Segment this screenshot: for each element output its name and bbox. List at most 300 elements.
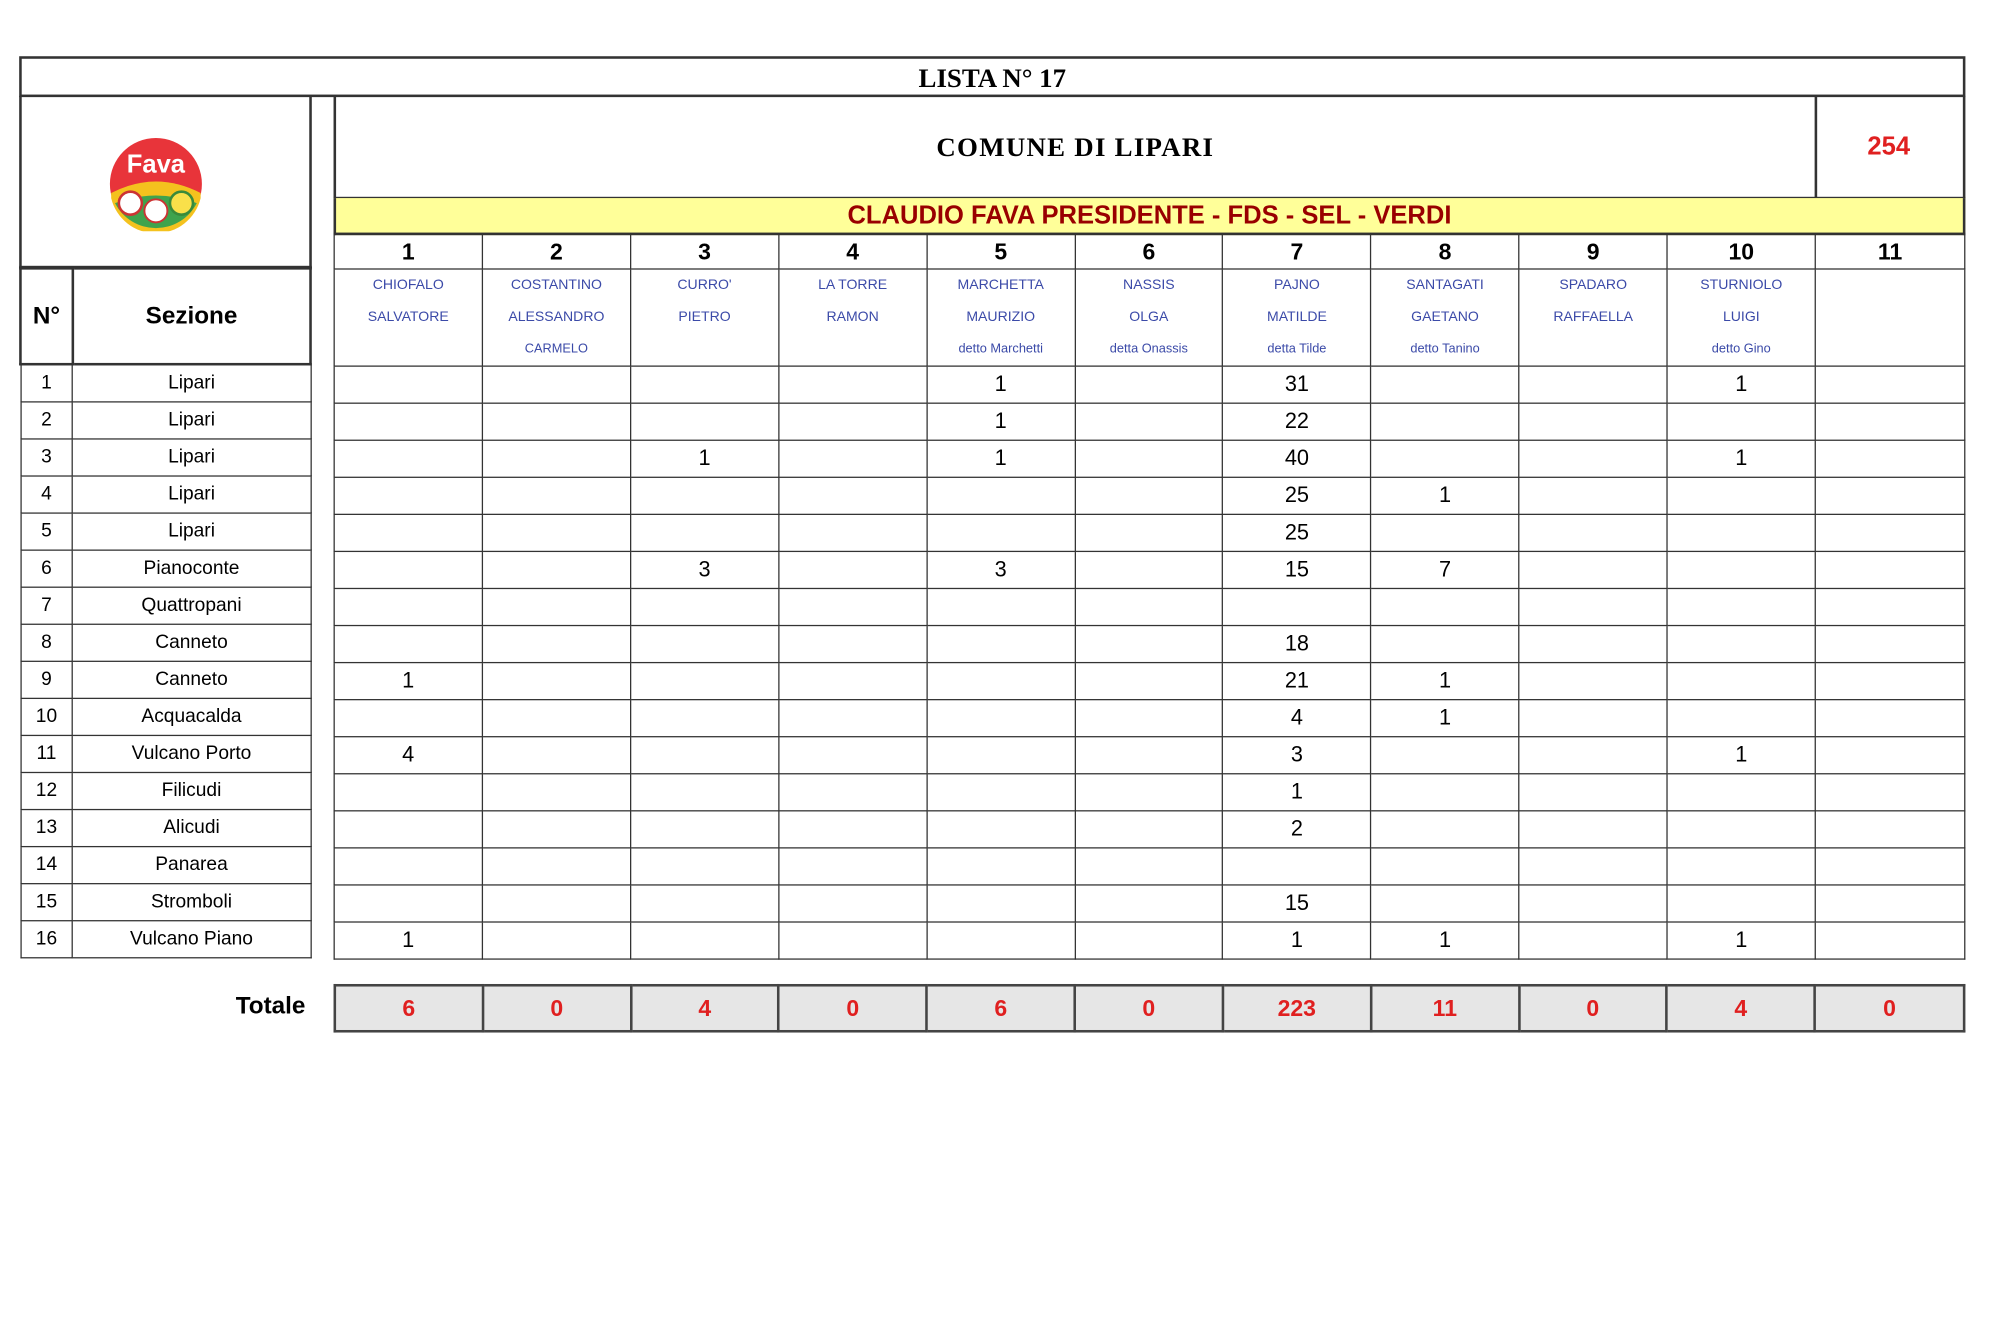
vote-cell [482, 366, 630, 403]
vote-cell [779, 588, 927, 625]
vote-cell: 3 [1223, 737, 1371, 774]
vote-cell [1815, 700, 1964, 737]
vote-cell: 31 [1223, 366, 1371, 403]
votes-table [334, 234, 1966, 960]
candidate-line1: STURNIOLO [1700, 277, 1783, 293]
section-name: Quattropani [72, 587, 310, 624]
vote-cell [1371, 440, 1519, 477]
column-number: 1 [334, 234, 482, 269]
vote-cell [779, 848, 927, 885]
vote-cell: 1 [1667, 737, 1815, 774]
section-number: 4 [20, 475, 72, 512]
party-logo [105, 137, 207, 232]
section-number: 7 [20, 587, 72, 624]
vote-cell [779, 477, 927, 514]
vote-cell [1815, 514, 1964, 551]
vote-cell [927, 588, 1075, 625]
section-row [20, 920, 310, 957]
vote-cell [334, 626, 482, 663]
vote-cell [1667, 848, 1815, 885]
vote-cell [927, 663, 1075, 700]
candidate-line2: OLGA [1129, 309, 1169, 325]
section-name: Panarea [72, 846, 310, 883]
section-number: 2 [20, 401, 72, 438]
candidate-name-cell [779, 269, 927, 366]
vote-cell [1075, 774, 1223, 811]
vote-cell [927, 626, 1075, 663]
vote-cell: 4 [1223, 700, 1371, 737]
vote-cell: 1 [1667, 366, 1815, 403]
total-cell: 223 [1223, 985, 1371, 1031]
vote-cell [630, 885, 778, 922]
table-row [334, 700, 1965, 737]
vote-cell [334, 440, 482, 477]
candidate-line3: CARMELO [524, 342, 588, 357]
section-row [20, 772, 310, 809]
vote-cell [779, 626, 927, 663]
vote-cell: 25 [1223, 514, 1371, 551]
total-cell: 4 [1667, 985, 1815, 1031]
vote-cell: 1 [334, 663, 482, 700]
candidate-line1: NASSIS [1123, 277, 1175, 293]
vote-cell [1815, 737, 1964, 774]
candidate-line2: MATILDE [1266, 309, 1327, 325]
vote-cell [1815, 551, 1964, 588]
vote-cell [334, 885, 482, 922]
vote-cell [630, 922, 778, 959]
vote-cell [1223, 848, 1371, 885]
vote-cell [1815, 588, 1964, 625]
vote-cell [630, 588, 778, 625]
candidate-line3: detto Tanino [1410, 342, 1480, 357]
vote-cell [334, 403, 482, 440]
vote-cell [927, 477, 1075, 514]
vote-cell [1667, 774, 1815, 811]
candidate-line2: LUIGI [1722, 309, 1760, 325]
candidate-line2: ALESSANDRO [508, 309, 605, 325]
vote-cell [779, 403, 927, 440]
vote-cell [630, 774, 778, 811]
vote-cell: 4 [334, 737, 482, 774]
section-name: Filicudi [72, 772, 310, 809]
vote-cell [1519, 848, 1667, 885]
vote-cell [1223, 588, 1371, 625]
vote-cell [482, 626, 630, 663]
vote-cell [1075, 700, 1223, 737]
vote-cell [927, 885, 1075, 922]
vote-cell [1667, 700, 1815, 737]
section-name: Canneto [72, 661, 310, 698]
section-row [20, 624, 310, 661]
vote-cell: 3 [630, 551, 778, 588]
column-number-row [334, 234, 1965, 269]
vote-cell [482, 477, 630, 514]
vote-cell: 40 [1223, 440, 1371, 477]
total-cell: 6 [927, 985, 1075, 1031]
section-row [20, 809, 310, 846]
candidate-line1: CHIOFALO [372, 277, 444, 293]
table-row [334, 848, 1965, 885]
vote-cell [1371, 514, 1519, 551]
vote-cell [1371, 848, 1519, 885]
candidate-names-row [334, 269, 1965, 366]
vote-cell: 1 [1371, 663, 1519, 700]
vote-cell [1519, 403, 1667, 440]
candidate-line3: detta Onassis [1109, 342, 1188, 357]
vote-cell: 2 [1223, 811, 1371, 848]
section-number: 10 [20, 698, 72, 735]
section-name: Pianoconte [72, 549, 310, 586]
section-row [20, 735, 310, 772]
vote-cell [630, 848, 778, 885]
vote-cell [1075, 366, 1223, 403]
table-row [334, 440, 1965, 477]
vote-cell [334, 477, 482, 514]
vote-cell [1815, 403, 1964, 440]
vote-cell [1371, 811, 1519, 848]
vote-cell [482, 737, 630, 774]
vote-cell [779, 737, 927, 774]
column-number: 8 [1371, 234, 1519, 269]
candidate-line2: MAURIZIO [966, 309, 1036, 325]
vote-cell [334, 551, 482, 588]
vote-cell [1667, 811, 1815, 848]
vote-cell: 1 [1223, 922, 1371, 959]
vote-cell [630, 403, 778, 440]
vote-cell [779, 514, 927, 551]
vote-cell [1075, 588, 1223, 625]
vote-cell [1371, 774, 1519, 811]
column-number: 5 [927, 234, 1075, 269]
section-row [20, 364, 310, 401]
column-number: 9 [1519, 234, 1667, 269]
vote-cell [630, 514, 778, 551]
vote-cell [630, 477, 778, 514]
vote-cell [1519, 626, 1667, 663]
totals-table [334, 984, 1966, 1033]
table-row [334, 366, 1965, 403]
vote-cell [1519, 663, 1667, 700]
candidate-line2: GAETANO [1411, 309, 1479, 325]
table-row [334, 885, 1965, 922]
vote-cell [927, 848, 1075, 885]
total-cell: 11 [1371, 985, 1519, 1031]
vote-cell [927, 774, 1075, 811]
vote-cell [1075, 477, 1223, 514]
vote-cell [482, 514, 630, 551]
vote-cell [779, 885, 927, 922]
vote-cell [482, 848, 630, 885]
total-cell: 0 [1815, 985, 1964, 1031]
vote-cell [482, 663, 630, 700]
table-row [334, 774, 1965, 811]
vote-cell [1075, 440, 1223, 477]
vote-cell [1815, 848, 1964, 885]
vote-cell [1519, 588, 1667, 625]
vote-cell [927, 737, 1075, 774]
section-number: 16 [20, 920, 72, 957]
vote-cell [482, 440, 630, 477]
vote-cell [482, 403, 630, 440]
vote-cell [1815, 774, 1964, 811]
table-row [334, 737, 1965, 774]
vote-cell [630, 626, 778, 663]
section-number: 8 [20, 624, 72, 661]
section-number: 3 [20, 438, 72, 475]
candidate-line1: CURRO' [677, 277, 732, 293]
vote-cell [1667, 403, 1815, 440]
total-cell: 6 [335, 985, 483, 1031]
vote-cell [1815, 440, 1964, 477]
vote-cell [1075, 626, 1223, 663]
vote-cell: 18 [1223, 626, 1371, 663]
table-row [334, 551, 1965, 588]
vote-cell [1815, 477, 1964, 514]
vote-cell: 1 [1667, 922, 1815, 959]
candidate-line2: RAFFAELLA [1553, 309, 1634, 325]
comune-title: COMUNE DI LIPARI [334, 96, 1818, 200]
vote-cell [1371, 403, 1519, 440]
candidate-name-cell [630, 269, 778, 366]
vote-cell [1075, 514, 1223, 551]
vote-cell [1667, 588, 1815, 625]
section-row [20, 698, 310, 735]
section-number: 11 [20, 735, 72, 772]
column-number: 3 [630, 234, 778, 269]
section-row [20, 438, 310, 475]
vote-cell [482, 811, 630, 848]
candidate-name-cell [482, 269, 630, 366]
section-name: Lipari [72, 401, 310, 438]
vote-cell [779, 922, 927, 959]
candidate-line1: LA TORRE [818, 277, 888, 293]
candidate-line3: detto Marchetti [958, 342, 1043, 357]
vote-cell [1075, 848, 1223, 885]
vote-cell [1519, 885, 1667, 922]
vote-cell [334, 848, 482, 885]
vote-cell: 22 [1223, 403, 1371, 440]
section-row [20, 401, 310, 438]
column-number: 2 [482, 234, 630, 269]
section-number: 6 [20, 549, 72, 586]
vote-cell: 15 [1223, 885, 1371, 922]
candidate-line1: SANTAGATI [1406, 277, 1484, 293]
vote-cell [779, 663, 927, 700]
candidate-line3: detto Gino [1711, 342, 1771, 357]
vote-cell: 1 [927, 366, 1075, 403]
vote-cell [1519, 922, 1667, 959]
sections-table [19, 267, 312, 958]
vote-cell: 1 [1223, 774, 1371, 811]
vote-cell [1519, 737, 1667, 774]
column-number: 7 [1223, 234, 1371, 269]
vote-cell [1815, 811, 1964, 848]
section-name: Stromboli [72, 883, 310, 920]
section-number: 1 [20, 364, 72, 401]
vote-cell [1075, 922, 1223, 959]
vote-cell [1519, 477, 1667, 514]
vote-cell: 15 [1223, 551, 1371, 588]
vote-cell: 1 [1371, 922, 1519, 959]
vote-cell [1519, 700, 1667, 737]
vote-cell [482, 774, 630, 811]
vote-cell [1667, 885, 1815, 922]
candidate-name-cell [1667, 269, 1815, 366]
vote-cell [1815, 922, 1964, 959]
vote-cell [1519, 514, 1667, 551]
candidate-name-cell [1223, 269, 1371, 366]
section-row [20, 549, 310, 586]
table-row [334, 663, 1965, 700]
vote-cell [1371, 885, 1519, 922]
section-row [20, 587, 310, 624]
vote-cell [1519, 774, 1667, 811]
table-row [334, 403, 1965, 440]
candidate-line1: SPADARO [1559, 277, 1628, 293]
vote-cell [1667, 514, 1815, 551]
vote-cell [630, 700, 778, 737]
section-row [20, 475, 310, 512]
section-number: 14 [20, 846, 72, 883]
candidate-name-cell [1075, 269, 1223, 366]
vote-cell [1075, 737, 1223, 774]
candidate-line1: COSTANTINO [510, 277, 602, 293]
candidate-line2: SALVATORE [367, 309, 449, 325]
candidate-line1: PAJNO [1274, 277, 1320, 293]
table-row [334, 811, 1965, 848]
total-cell: 0 [1519, 985, 1667, 1031]
vote-cell [1815, 626, 1964, 663]
vote-cell: 1 [1371, 700, 1519, 737]
candidate-name-cell [1371, 269, 1519, 366]
section-number: 13 [20, 809, 72, 846]
vote-cell [1371, 737, 1519, 774]
vote-cell: 7 [1371, 551, 1519, 588]
totale-label: Totale [235, 992, 306, 1020]
vote-cell [1075, 403, 1223, 440]
section-name: Canneto [72, 624, 310, 661]
section-number: 15 [20, 883, 72, 920]
logo-text: Fava [126, 150, 186, 179]
vote-cell [630, 737, 778, 774]
section-name: Alicudi [72, 809, 310, 846]
vote-cell: 1 [927, 440, 1075, 477]
list-title: LISTA N° 17 [19, 56, 1965, 97]
section-number: 12 [20, 772, 72, 809]
candidate-name-cell [927, 269, 1075, 366]
vote-cell [779, 774, 927, 811]
column-number: 10 [1667, 234, 1815, 269]
vote-cell [1075, 811, 1223, 848]
candidate-line1: MARCHETTA [957, 277, 1044, 293]
section-name: Lipari [72, 364, 310, 401]
vote-cell [334, 774, 482, 811]
sezione-header: Sezione [72, 268, 310, 364]
section-number: 9 [20, 661, 72, 698]
vote-cell [334, 811, 482, 848]
vote-cell: 1 [334, 922, 482, 959]
vote-cell [1519, 551, 1667, 588]
vote-cell [1371, 588, 1519, 625]
vote-cell [482, 885, 630, 922]
candidate-name-cell [1815, 269, 1964, 366]
vote-cell [1519, 811, 1667, 848]
vote-cell: 25 [1223, 477, 1371, 514]
candidate-line3: detta Tilde [1267, 342, 1327, 357]
table-row [334, 626, 1965, 663]
list-name-bar: CLAUDIO FAVA PRESIDENTE - FDS - SEL - VERDI [334, 198, 1966, 235]
section-name: Lipari [72, 438, 310, 475]
vote-cell [1815, 885, 1964, 922]
vote-cell [1075, 551, 1223, 588]
table-row [334, 588, 1965, 625]
table-row [334, 514, 1965, 551]
vote-cell [1667, 663, 1815, 700]
column-number: 11 [1815, 234, 1964, 269]
vote-cell: 21 [1223, 663, 1371, 700]
vote-cell [1371, 626, 1519, 663]
vote-cell [927, 514, 1075, 551]
section-name: Acquacalda [72, 698, 310, 735]
total-cell: 0 [483, 985, 631, 1031]
vote-cell [779, 700, 927, 737]
total-cell: 0 [779, 985, 927, 1031]
section-name: Lipari [72, 512, 310, 549]
table-row [334, 922, 1965, 959]
section-name: Vulcano Piano [72, 920, 310, 957]
vote-cell: 3 [927, 551, 1075, 588]
vote-cell [1371, 366, 1519, 403]
total-cell: 0 [1075, 985, 1223, 1031]
candidate-name-cell [1519, 269, 1667, 366]
vote-cell [482, 700, 630, 737]
candidate-line2: PIETRO [678, 309, 731, 325]
vote-cell [1519, 366, 1667, 403]
vote-cell [779, 811, 927, 848]
vote-cell [927, 811, 1075, 848]
vote-cell [779, 440, 927, 477]
column-number: 4 [779, 234, 927, 269]
vote-cell [1667, 477, 1815, 514]
vote-cell [334, 514, 482, 551]
vote-cell [779, 366, 927, 403]
candidate-name-cell [334, 269, 482, 366]
total-cell: 4 [631, 985, 779, 1031]
vote-cell [927, 700, 1075, 737]
n-header: N° [20, 268, 72, 364]
vote-cell: 1 [1371, 477, 1519, 514]
section-row [20, 846, 310, 883]
vote-cell [927, 922, 1075, 959]
section-name: Lipari [72, 475, 310, 512]
vote-cell [334, 588, 482, 625]
vote-cell [482, 588, 630, 625]
vote-cell [482, 551, 630, 588]
section-row [20, 883, 310, 920]
vote-cell: 1 [927, 403, 1075, 440]
vote-cell: 1 [1667, 440, 1815, 477]
vote-cell [334, 700, 482, 737]
vote-cell [1075, 663, 1223, 700]
section-name: Vulcano Porto [72, 735, 310, 772]
vote-cell [1815, 663, 1964, 700]
vote-cell [779, 551, 927, 588]
table-row [334, 477, 1965, 514]
vote-cell [482, 922, 630, 959]
candidate-line2: RAMON [826, 309, 879, 325]
section-row [20, 661, 310, 698]
vote-cell [1519, 440, 1667, 477]
